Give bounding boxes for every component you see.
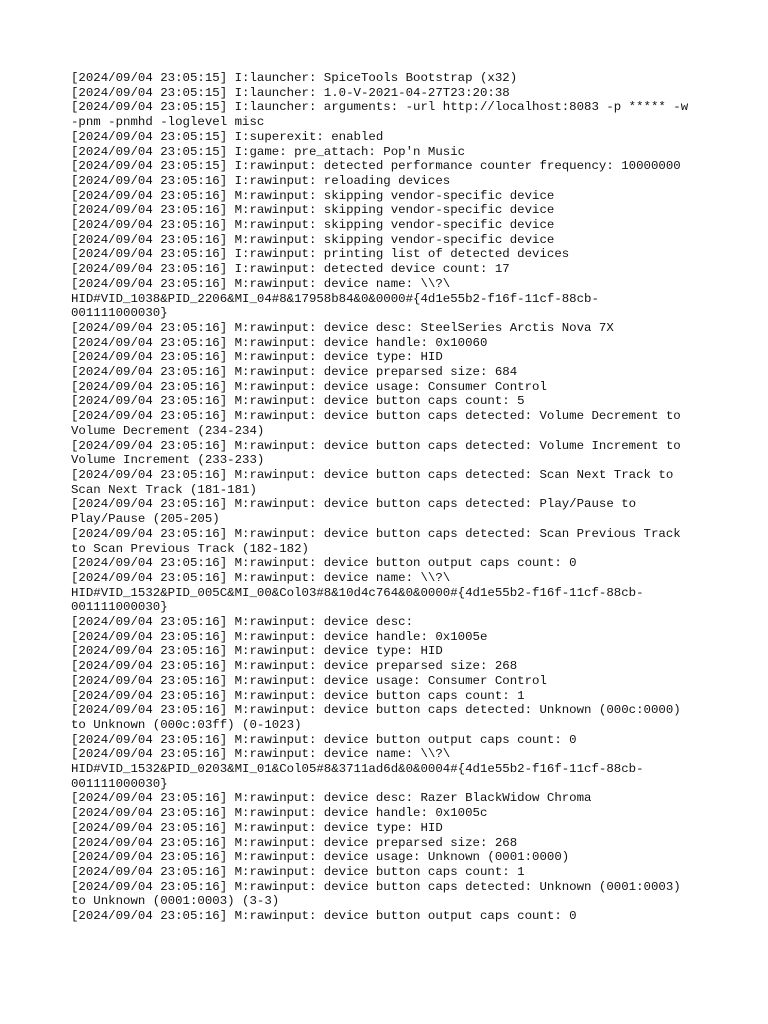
log-line: 001111000030}	[71, 776, 168, 791]
log-line: to Unknown (0001:0003) (3-3)	[71, 894, 280, 909]
log-line: [2024/09/04 23:05:16] M:rawinput: skipping vendor-specific device	[71, 203, 555, 218]
log-line: [2024/09/04 23:05:16] M:rawinput: device button caps detected: Unknown (000c:0000)	[71, 703, 681, 718]
log-line: [2024/09/04 23:05:16] M:rawinput: device button caps count: 1	[71, 688, 525, 703]
log-line: -pnm -pnmhd -loglevel misc	[71, 115, 265, 130]
log-line: [2024/09/04 23:05:16] M:rawinput: device handle: 0x1005c	[71, 806, 488, 821]
log-line: [2024/09/04 23:05:16] M:rawinput: device name: \\?\	[71, 276, 451, 291]
log-line: [2024/09/04 23:05:15] I:launcher: arguments: -url http://localhost:8083 -p ***** -w	[71, 100, 689, 115]
log-line: to Scan Previous Track (182-182)	[71, 541, 309, 556]
log-line: [2024/09/04 23:05:16] M:rawinput: device preparsed size: 268	[71, 835, 518, 850]
log-line: [2024/09/04 23:05:16] M:rawinput: skipping vendor-specific device	[71, 232, 555, 247]
log-line: HID#VID_1532&PID_005C&MI_00&Col03#8&10d4c764&0&0000#{4d1e55b2-f16f-11cf-88cb-	[71, 585, 644, 600]
log-line: Volume Decrement (234-234)	[71, 423, 265, 438]
log-line: HID#VID_1038&PID_2206&MI_04#8&17958b84&0&0000#{4d1e55b2-f16f-11cf-88cb-	[71, 291, 599, 306]
log-line: [2024/09/04 23:05:16] M:rawinput: device button output caps count: 0	[71, 732, 577, 747]
log-line: [2024/09/04 23:05:16] M:rawinput: device button caps detected: Scan Previous Track	[71, 526, 681, 541]
log-line: [2024/09/04 23:05:16] M:rawinput: device button caps detected: Play/Pause to	[71, 497, 637, 512]
log-line: [2024/09/04 23:05:16] M:rawinput: device button caps count: 1	[71, 864, 525, 879]
log-line: [2024/09/04 23:05:16] I:rawinput: printing list of detected devices	[71, 247, 570, 262]
log-line: [2024/09/04 23:05:16] M:rawinput: device button caps count: 5	[71, 394, 525, 409]
log-line: 001111000030}	[71, 306, 168, 321]
log-line: Volume Increment (233-233)	[71, 453, 265, 468]
log-line: [2024/09/04 23:05:16] I:rawinput: detected device count: 17	[71, 262, 510, 277]
log-line: [2024/09/04 23:05:16] M:rawinput: device desc: SteelSeries Arctis Nova 7X	[71, 320, 614, 335]
log-line: [2024/09/04 23:05:16] M:rawinput: device preparsed size: 684	[71, 365, 518, 380]
log-line: [2024/09/04 23:05:16] M:rawinput: device usage: Consumer Control	[71, 379, 547, 394]
log-line: [2024/09/04 23:05:16] M:rawinput: skipping vendor-specific device	[71, 218, 555, 233]
log-line: [2024/09/04 23:05:16] M:rawinput: device desc:	[71, 615, 414, 630]
log-line: [2024/09/04 23:05:16] M:rawinput: device usage: Consumer Control	[71, 673, 547, 688]
log-line: [2024/09/04 23:05:16] M:rawinput: device handle: 0x10060	[71, 335, 488, 350]
log-line: [2024/09/04 23:05:16] M:rawinput: device type: HID	[71, 350, 443, 365]
log-line: [2024/09/04 23:05:16] M:rawinput: device desc: Razer BlackWidow Chroma	[71, 791, 592, 806]
log-line: [2024/09/04 23:05:16] M:rawinput: device button output caps count: 0	[71, 556, 577, 571]
log-line: [2024/09/04 23:05:15] I:launcher: 1.0-V-2021-04-27T23:20:38	[71, 85, 510, 100]
log-line: [2024/09/04 23:05:16] M:rawinput: device usage: Unknown (0001:0000)	[71, 850, 570, 865]
log-line: [2024/09/04 23:05:16] M:rawinput: device button caps detected: Unknown (0001:0003)	[71, 879, 681, 894]
log-line: Play/Pause (205-205)	[71, 512, 220, 527]
log-line: [2024/09/04 23:05:16] M:rawinput: device handle: 0x1005e	[71, 629, 488, 644]
log-text	[71, 71, 701, 924]
log-line: [2024/09/04 23:05:16] M:rawinput: device name: \\?\	[71, 747, 451, 762]
log-line: [2024/09/04 23:05:16] M:rawinput: device button caps detected: Scan Next Track to	[71, 467, 674, 482]
log-line: [2024/09/04 23:05:15] I:game: pre_attach: Pop'n Music	[71, 144, 466, 159]
log-line: HID#VID_1532&PID_0203&MI_01&Col05#8&3711ad6d&0&0004#{4d1e55b2-f16f-11cf-88cb-	[71, 762, 644, 777]
log-line: to Unknown (000c:03ff) (0-1023)	[71, 717, 302, 732]
log-line: [2024/09/04 23:05:15] I:rawinput: detected performance counter frequency: 10000000	[71, 159, 681, 174]
log-line: [2024/09/04 23:05:16] M:rawinput: device type: HID	[71, 644, 443, 659]
log-line: [2024/09/04 23:05:16] M:rawinput: device name: \\?\	[71, 570, 451, 585]
log-line: [2024/09/04 23:05:16] M:rawinput: device type: HID	[71, 820, 443, 835]
log-line: 001111000030}	[71, 600, 168, 615]
log-line: [2024/09/04 23:05:16] M:rawinput: skipping vendor-specific device	[71, 188, 555, 203]
log-line: [2024/09/04 23:05:15] I:launcher: SpiceTools Bootstrap (x32)	[71, 71, 518, 85]
log-line: [2024/09/04 23:05:16] M:rawinput: device preparsed size: 268	[71, 659, 518, 674]
log-line: [2024/09/04 23:05:16] I:rawinput: reloading devices	[71, 173, 451, 188]
log-line: [2024/09/04 23:05:16] M:rawinput: device button output caps count: 0	[71, 909, 577, 924]
log-line: [2024/09/04 23:05:16] M:rawinput: device button caps detected: Volume Increment to	[71, 438, 681, 453]
log-line: [2024/09/04 23:05:16] M:rawinput: device button caps detected: Volume Decrement to	[71, 409, 681, 424]
log-line: Scan Next Track (181-181)	[71, 482, 257, 497]
log-line: [2024/09/04 23:05:15] I:superexit: enabled	[71, 129, 384, 144]
